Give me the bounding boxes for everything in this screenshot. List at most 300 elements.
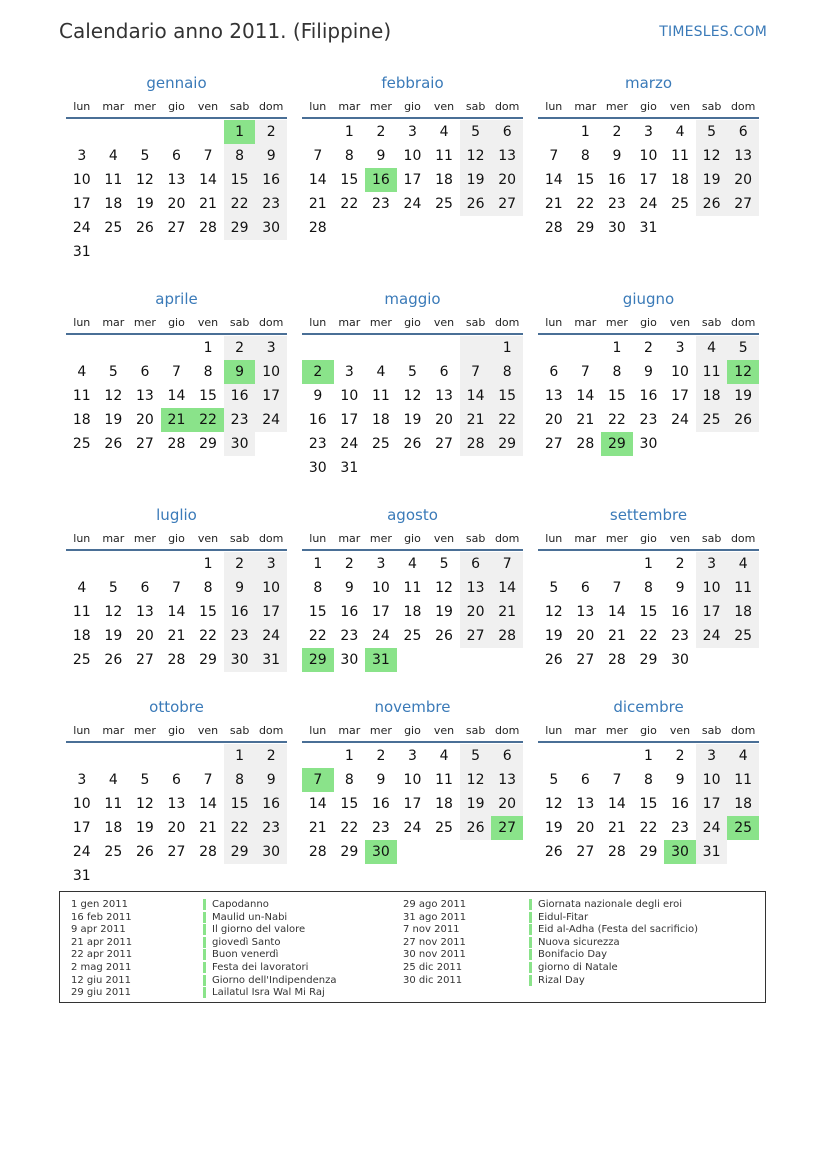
weekday-label: mar [102, 316, 125, 329]
day-cell: 13 [167, 172, 186, 188]
day-cell: 2 [224, 552, 256, 576]
day-cell: 30 [639, 436, 658, 452]
day-cell: 5 [140, 148, 150, 164]
day-cell: 1 [203, 556, 213, 572]
day-cell: 27 [135, 652, 154, 668]
day-cell: 19 [460, 168, 492, 192]
day-cell: 29 [199, 436, 217, 452]
weekday-label: gio [640, 316, 657, 329]
day-cell: 15 [199, 388, 217, 404]
weekday-header [66, 716, 287, 743]
day-cell: 20 [435, 412, 453, 428]
day-cell: 13 [727, 144, 759, 168]
day-cell: 26 [727, 408, 759, 432]
legend-date: 21 apr 2011 [71, 936, 133, 948]
empty-cell [302, 744, 334, 768]
day-cell: 8 [203, 364, 213, 380]
day-cell: 29 [576, 220, 595, 236]
legend-date: 22 apr 2011 [71, 949, 133, 961]
day-grid [538, 744, 759, 864]
day-cell: 11 [435, 148, 453, 164]
weekday-label: lun [309, 316, 327, 329]
day-cell: 30 [671, 652, 689, 668]
day-cell: 16 [224, 384, 256, 408]
day-cell: 14 [576, 388, 595, 404]
weekday-label: lun [309, 100, 327, 113]
weekday-label: mer [133, 724, 156, 737]
day-cell: 17 [403, 172, 422, 188]
empty-cell [601, 552, 633, 576]
day-cell: 15 [576, 172, 595, 188]
day-cell: 15 [340, 796, 359, 812]
day-cell: 4 [727, 552, 759, 576]
day-cell: 9 [675, 580, 685, 596]
legend-date: 16 feb 2011 [71, 911, 132, 923]
legend-date: 2 mag 2011 [71, 961, 132, 973]
legend-date: 30 nov 2011 [403, 949, 466, 961]
legend-dates-column [71, 899, 132, 1000]
month-name: giugno [622, 290, 675, 308]
day-cell: 12 [403, 388, 422, 404]
day-cell: 10 [72, 172, 91, 188]
day-grid [302, 120, 523, 240]
weekday-label: gio [640, 724, 657, 737]
empty-cell [428, 336, 460, 360]
day-cell: 30 [308, 460, 327, 476]
day-cell: 3 [77, 772, 87, 788]
day-cell: 27 [727, 192, 759, 216]
weekday-label: mar [574, 724, 597, 737]
day-cell: 17 [639, 172, 658, 188]
empty-cell [570, 552, 602, 576]
weekday-label: ven [433, 100, 455, 113]
empty-cell [302, 336, 334, 360]
day-cell: 10 [696, 768, 728, 792]
day-cell: 21 [308, 820, 327, 836]
day-cell: 7 [612, 772, 622, 788]
day-cell: 17 [403, 796, 422, 812]
day-cell: 8 [644, 580, 653, 596]
day-cell: 27 [491, 192, 523, 216]
day-cell: 3 [408, 748, 417, 764]
day-cell: 9 [675, 772, 685, 788]
day-cell: 21 [491, 600, 523, 624]
weekday-label: gio [168, 724, 185, 737]
day-cell: 14 [544, 172, 563, 188]
day-cell: 21 [199, 820, 217, 836]
empty-cell [129, 744, 161, 768]
empty-cell [161, 552, 193, 576]
day-cell: 31 [72, 868, 91, 884]
weekday-label: dom [730, 100, 756, 113]
day-cell: 26 [104, 436, 123, 452]
month-name: novembre [374, 698, 451, 716]
day-grid [538, 552, 759, 672]
weekday-label: mer [369, 316, 392, 329]
weekday-label: ven [197, 724, 219, 737]
day-cell: 15 [340, 172, 359, 188]
day-cell: 24 [72, 844, 91, 860]
day-cell: 26 [403, 436, 422, 452]
day-cell: 1 [344, 124, 354, 140]
month-ottobre [66, 694, 287, 888]
day-cell: 6 [580, 580, 590, 596]
day-cell: 9 [644, 364, 653, 380]
day-cell: 24 [403, 820, 422, 836]
day-cell: 11 [696, 360, 728, 384]
weekday-header [302, 92, 523, 119]
weekday-label: dom [494, 532, 520, 545]
day-cell: 14 [308, 172, 327, 188]
month-gennaio [66, 70, 287, 264]
weekday-label: sab [701, 100, 722, 113]
day-cell: 6 [172, 772, 181, 788]
day-cell: 19 [135, 196, 154, 212]
day-cell: 22 [639, 628, 658, 644]
day-cell: 9 [376, 772, 386, 788]
day-cell: 11 [403, 580, 422, 596]
day-cell: 30 [255, 840, 287, 864]
empty-cell [397, 336, 429, 360]
day-cell: 28 [167, 436, 186, 452]
weekday-label: gio [168, 316, 185, 329]
day-cell: 27 [576, 652, 595, 668]
day-cell: 6 [580, 772, 590, 788]
day-cell: 28 [491, 624, 523, 648]
day-cell: 28 [199, 844, 217, 860]
day-cell: 28 [199, 220, 217, 236]
day-cell: 25 [696, 408, 728, 432]
weekday-label: lun [545, 532, 563, 545]
day-cell: 8 [313, 580, 323, 596]
day-cell: 4 [675, 124, 685, 140]
weekday-header [538, 308, 759, 335]
day-cell: 9 [224, 576, 256, 600]
day-cell: 19 [104, 628, 123, 644]
day-cell: 6 [140, 364, 150, 380]
day-cell: 2 [675, 556, 685, 572]
day-cell: 15 [491, 384, 523, 408]
day-cell: 7 [172, 364, 181, 380]
holiday-day-cell: 9 [224, 360, 256, 384]
legend-date: 31 ago 2011 [403, 911, 467, 923]
weekday-label: ven [433, 724, 455, 737]
day-cell: 3 [344, 364, 354, 380]
day-cell: 27 [135, 436, 154, 452]
day-cell: 8 [203, 580, 213, 596]
day-cell: 5 [460, 744, 492, 768]
day-cell: 19 [135, 820, 154, 836]
month-marzo [538, 70, 759, 264]
day-cell: 9 [255, 144, 287, 168]
day-cell: 17 [340, 412, 359, 428]
day-cell: 17 [696, 600, 728, 624]
day-cell: 14 [199, 796, 217, 812]
day-cell: 12 [104, 388, 123, 404]
day-cell: 21 [607, 628, 626, 644]
day-cell: 2 [376, 124, 386, 140]
day-cell: 18 [104, 820, 123, 836]
day-cell: 22 [340, 196, 359, 212]
weekday-label: sab [465, 316, 486, 329]
weekday-label: lun [545, 724, 563, 737]
day-cell: 19 [460, 792, 492, 816]
day-cell: 23 [607, 196, 626, 212]
day-cell: 5 [460, 120, 492, 144]
day-cell: 7 [172, 580, 181, 596]
holiday-day-cell: 29 [302, 648, 334, 672]
day-cell: 23 [671, 820, 689, 836]
legend-dates-column [403, 899, 466, 987]
holiday-day-cell: 30 [664, 840, 696, 864]
day-cell: 8 [224, 768, 256, 792]
weekday-label: mar [338, 532, 361, 545]
day-cell: 20 [460, 600, 492, 624]
weekday-label: lun [545, 316, 563, 329]
weekday-label: dom [494, 100, 520, 113]
day-cell: 16 [671, 604, 689, 620]
day-cell: 23 [671, 628, 689, 644]
day-cell: 29 [224, 840, 256, 864]
holiday-day-cell: 16 [365, 168, 397, 192]
day-cell: 19 [727, 384, 759, 408]
day-cell: 12 [544, 796, 563, 812]
legend-date: 9 apr 2011 [71, 924, 126, 936]
legend-holiday-name: Rizal Day [529, 975, 585, 986]
day-grid [66, 120, 287, 264]
day-cell: 24 [696, 624, 728, 648]
day-cell: 6 [549, 364, 559, 380]
weekday-label: sab [465, 724, 486, 737]
day-cell: 19 [104, 412, 123, 428]
day-grid [66, 552, 287, 672]
day-cell: 30 [607, 220, 626, 236]
day-cell: 18 [696, 384, 728, 408]
day-cell: 7 [460, 360, 492, 384]
weekday-label: sab [701, 724, 722, 737]
day-cell: 5 [549, 772, 559, 788]
empty-cell [601, 744, 633, 768]
day-cell: 26 [696, 192, 728, 216]
legend-holiday-name: Giornata nazionale degli eroi [529, 899, 682, 910]
day-grid [302, 552, 523, 672]
day-cell: 2 [224, 336, 256, 360]
day-cell: 28 [460, 432, 492, 456]
day-cell: 18 [435, 796, 453, 812]
month-novembre [302, 694, 523, 888]
empty-cell [538, 744, 570, 768]
day-cell: 24 [255, 408, 287, 432]
day-cell: 3 [696, 744, 728, 768]
day-cell: 4 [108, 772, 118, 788]
day-cell: 26 [135, 844, 154, 860]
day-cell: 14 [199, 172, 217, 188]
day-cell: 20 [576, 628, 595, 644]
legend-names-column [203, 899, 337, 1000]
weekday-header [66, 308, 287, 335]
weekday-label: lun [73, 532, 91, 545]
day-cell: 2 [644, 340, 653, 356]
weekday-label: ven [669, 724, 691, 737]
day-cell: 13 [435, 388, 453, 404]
day-cell: 8 [644, 772, 653, 788]
day-cell: 10 [671, 364, 689, 380]
legend-names-column [529, 899, 698, 987]
empty-cell [66, 120, 98, 144]
legend-holiday-name: Giorno dell'Indipendenza [203, 975, 337, 986]
day-cell: 10 [403, 148, 422, 164]
empty-cell [129, 552, 161, 576]
day-cell: 28 [544, 220, 563, 236]
weekday-header [538, 716, 759, 743]
weekday-label: gio [404, 316, 421, 329]
weekday-label: sab [465, 100, 486, 113]
day-cell: 25 [104, 220, 123, 236]
day-cell: 15 [199, 604, 217, 620]
weekday-label: dom [730, 532, 756, 545]
day-cell: 7 [491, 552, 523, 576]
day-cell: 28 [576, 436, 595, 452]
weekday-label: ven [197, 316, 219, 329]
weekday-label: sab [229, 316, 250, 329]
day-cell: 6 [439, 364, 449, 380]
day-cell: 27 [435, 436, 453, 452]
weekday-label: mer [369, 724, 392, 737]
legend-holiday-name: giorno di Natale [529, 962, 618, 973]
weekday-label: gio [168, 532, 185, 545]
day-cell: 10 [639, 148, 658, 164]
weekday-header [66, 92, 287, 119]
day-cell: 1 [203, 340, 213, 356]
legend-holiday-name: Eid al-Adha (Festa del sacrificio) [529, 924, 698, 935]
day-cell: 17 [671, 388, 689, 404]
day-cell: 9 [255, 768, 287, 792]
day-cell: 17 [255, 600, 287, 624]
day-cell: 5 [727, 336, 759, 360]
day-cell: 1 [580, 124, 590, 140]
empty-cell [538, 120, 570, 144]
day-cell: 12 [135, 796, 154, 812]
day-cell: 30 [255, 216, 287, 240]
day-cell: 29 [224, 216, 256, 240]
weekday-label: mar [574, 100, 597, 113]
day-cell: 4 [727, 744, 759, 768]
legend-date: 12 giu 2011 [71, 974, 131, 986]
weekday-label: sab [465, 532, 486, 545]
day-cell: 28 [308, 844, 327, 860]
day-cell: 4 [439, 124, 449, 140]
day-cell: 15 [308, 604, 327, 620]
day-cell: 25 [727, 624, 759, 648]
day-cell: 28 [607, 652, 626, 668]
day-cell: 22 [199, 628, 217, 644]
day-cell: 2 [612, 124, 622, 140]
day-cell: 8 [344, 148, 354, 164]
empty-cell [570, 336, 602, 360]
month-name: ottobre [149, 698, 204, 716]
day-cell: 4 [439, 748, 449, 764]
day-cell: 13 [460, 576, 492, 600]
day-cell: 22 [224, 192, 256, 216]
day-cell: 10 [696, 576, 728, 600]
weekday-label: ven [433, 532, 455, 545]
month-dicembre [538, 694, 759, 888]
empty-cell [334, 336, 366, 360]
weekday-label: gio [168, 100, 185, 113]
weekday-label: lun [73, 724, 91, 737]
empty-cell [98, 744, 130, 768]
day-cell: 1 [344, 748, 354, 764]
day-cell: 30 [340, 652, 359, 668]
day-cell: 24 [340, 436, 359, 452]
day-cell: 1 [644, 748, 653, 764]
day-cell: 14 [167, 604, 186, 620]
empty-cell [365, 336, 397, 360]
day-cell: 11 [72, 604, 91, 620]
day-cell: 21 [167, 628, 186, 644]
empty-cell [161, 120, 193, 144]
legend-date: 1 gen 2011 [71, 899, 129, 910]
day-cell: 21 [460, 408, 492, 432]
day-cell: 11 [371, 388, 390, 404]
month-name: aprile [155, 290, 198, 308]
weekday-label: mar [338, 316, 361, 329]
day-cell: 17 [255, 384, 287, 408]
day-cell: 29 [491, 432, 523, 456]
legend-holiday-name: Festa dei lavoratori [203, 962, 308, 973]
day-cell: 6 [727, 120, 759, 144]
day-cell: 13 [491, 144, 523, 168]
legend-date: 29 ago 2011 [403, 899, 467, 910]
brand-link[interactable]: TIMESLES.COM [659, 24, 767, 40]
weekday-label: lun [73, 100, 91, 113]
day-cell: 23 [308, 436, 327, 452]
day-cell: 24 [671, 412, 689, 428]
weekday-header [66, 524, 287, 551]
day-cell: 24 [371, 628, 390, 644]
day-cell: 16 [255, 168, 287, 192]
weekday-label: ven [197, 100, 219, 113]
day-cell: 7 [549, 148, 559, 164]
day-cell: 31 [696, 840, 728, 864]
holiday-day-cell: 2 [302, 360, 334, 384]
day-cell: 23 [255, 192, 287, 216]
day-cell: 20 [135, 412, 154, 428]
day-cell: 25 [403, 628, 422, 644]
day-cell: 3 [255, 336, 287, 360]
day-cell: 14 [460, 384, 492, 408]
day-cell: 21 [544, 196, 563, 212]
weekday-label: ven [197, 532, 219, 545]
day-cell: 14 [491, 576, 523, 600]
empty-cell [98, 552, 130, 576]
day-cell: 16 [671, 796, 689, 812]
day-cell: 2 [344, 556, 354, 572]
day-cell: 17 [371, 604, 390, 620]
day-cell: 19 [403, 412, 422, 428]
day-cell: 7 [580, 364, 590, 380]
weekday-header [302, 524, 523, 551]
day-cell: 25 [671, 196, 689, 212]
month-luglio [66, 502, 287, 672]
day-cell: 25 [72, 436, 91, 452]
day-cell: 26 [104, 652, 123, 668]
day-cell: 4 [376, 364, 386, 380]
day-cell: 22 [607, 412, 626, 428]
weekday-label: ven [669, 532, 691, 545]
day-cell: 11 [727, 576, 759, 600]
day-cell: 23 [639, 412, 658, 428]
